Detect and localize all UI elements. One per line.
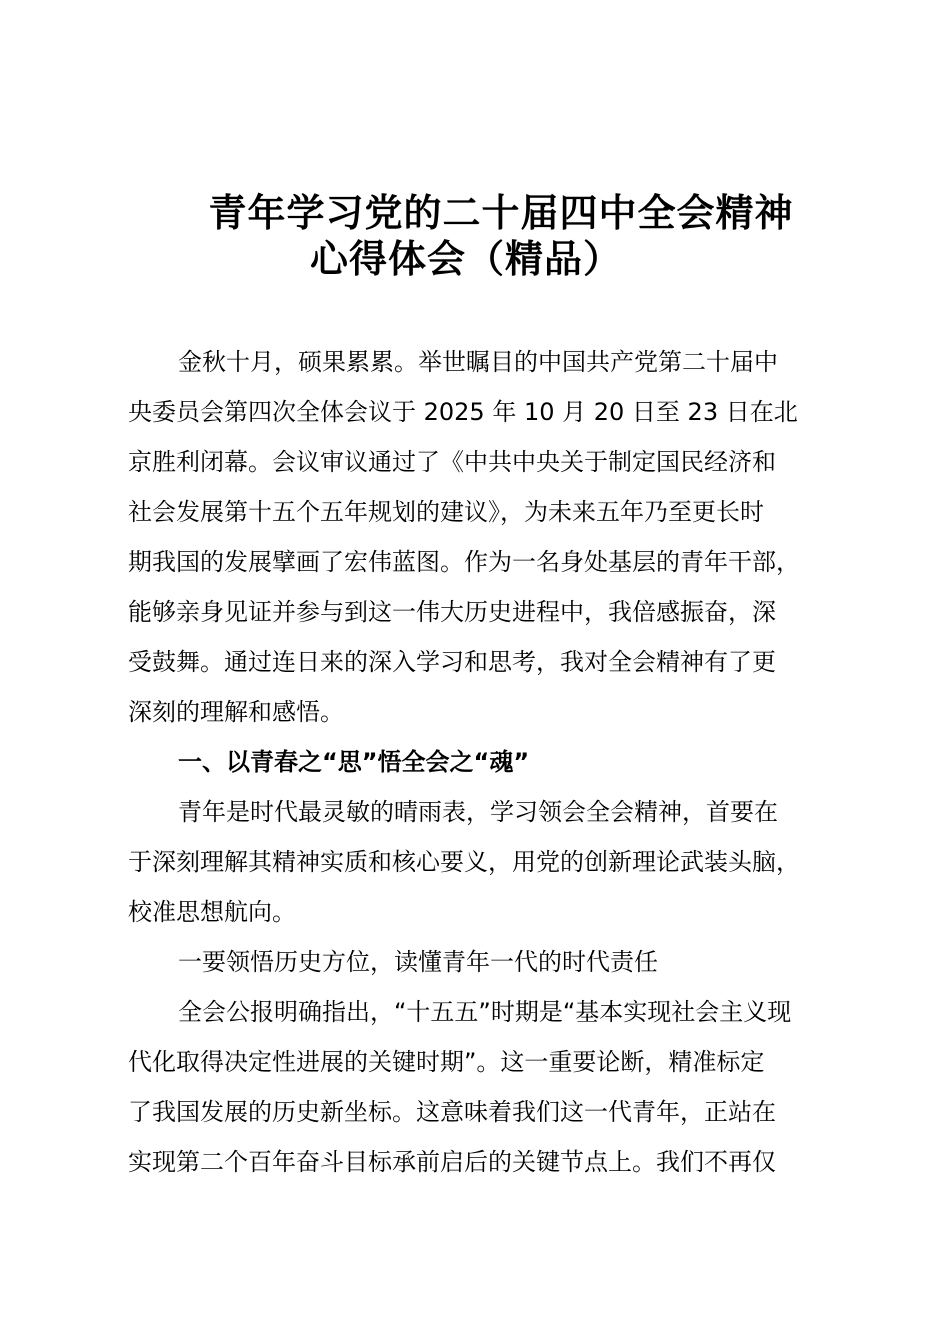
- paragraph-line: 了我国发展的历史新坐标。这意味着我们这一代青年，正站在: [128, 1098, 776, 1126]
- subheading: 一要领悟历史方位，读懂青年一代的时代责任: [178, 948, 658, 976]
- section-heading: 一、以青春之“思”悟全会之“魂”: [178, 748, 530, 776]
- paragraph-line: 深刻的理解和感悟。: [128, 698, 344, 726]
- paragraph-line: 能够亲身见证并参与到这一伟大历史进程中，我倍感振奋，深: [128, 598, 776, 626]
- paragraph-line: 央委员会第四次全体会议于 2025 年 10 月 20 日至 23 日在北: [128, 398, 798, 426]
- paragraph-line: 社会发展第十五个五年规划的建议》，为未来五年乃至更长时: [128, 498, 764, 526]
- paragraph-line: 校准思想航向。: [128, 898, 296, 926]
- paragraph-line: 受鼓舞。通过连日来的深入学习和思考，我对全会精神有了更: [128, 648, 776, 676]
- paragraph-line: 代化取得决定性进展的关键时期”。这一重要论断，精准标定: [128, 1048, 765, 1076]
- paragraph-line: 青年是时代最灵敏的晴雨表，学习领会全会精神，首要在: [178, 798, 778, 826]
- document-title-line-2: 心得体会（精品）: [310, 237, 623, 281]
- paragraph-line: 于深刻理解其精神实质和核心要义，用党的创新理论武装头脑，: [128, 848, 800, 876]
- document-title-line-1: 青年学习党的二十届四中全会精神: [208, 191, 794, 235]
- paragraph-line: 金秋十月，硕果累累。举世瞩目的中国共产党第二十届中: [178, 348, 778, 376]
- paragraph-line: 实现第二个百年奋斗目标承前启后的关键节点上。我们不再仅: [128, 1148, 776, 1176]
- paragraph-line: 全会公报明确指出，“十五五”时期是“基本实现社会主义现: [178, 998, 792, 1026]
- paragraph-line: 期我国的发展擘画了宏伟蓝图。作为一名身处基层的青年干部，: [128, 548, 800, 576]
- paragraph-line: 京胜利闭幕。会议审议通过了《中共中央关于制定国民经济和: [128, 448, 776, 476]
